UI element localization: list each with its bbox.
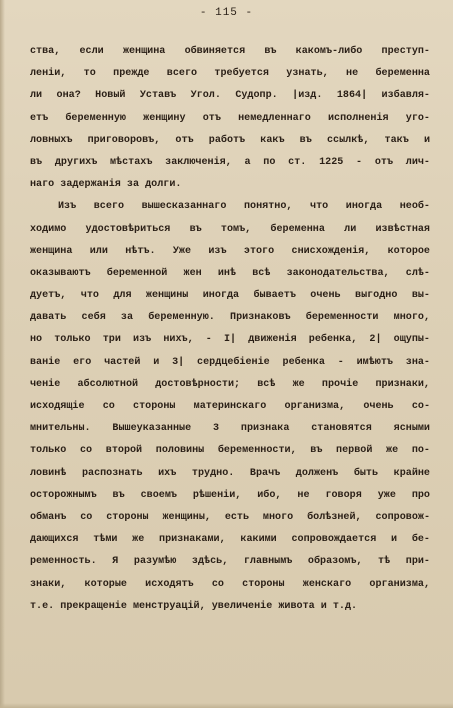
text-line: ловинѣ распознать ихъ трудно. Врачъ долженъ быть крайне: [30, 467, 430, 479]
text-line: въ другихъ мѣстахъ заключенія, а по ст. 1225 - отъ лич-: [30, 156, 430, 168]
text-line: но только три изъ нихъ, - I| движенія ребенка, 2| ощупы-: [30, 334, 430, 346]
text-line: ченіе абсолютной достовѣрности; всѣ же прочіе признаки,: [30, 378, 430, 390]
text-line: дающихся тѣми же признаками, какими сопровождается и бе-: [30, 534, 430, 546]
text-line: обманъ со стороны женщины, есть много болѣзней, сопровож-: [30, 511, 430, 523]
text-line: дуетъ, что для женщины иногда бываетъ очень выгодно вы-: [30, 290, 430, 302]
text-line: исходящіе со стороны материнскаго организма, очень со-: [30, 401, 430, 412]
text-line: оказываютъ беременной жен инѣ всѣ законодательства, слѣ-: [30, 267, 430, 279]
text-line: только со второй половины беременности, въ первой же по-: [30, 445, 430, 457]
text-line: ли она? Новый Уставъ Угол. Судопр. |изд. 1864| избавля-: [30, 90, 430, 102]
text-line: ходимо удостовѣриться въ томъ, беременна ли извѣстная: [30, 223, 430, 235]
text-line: ловныхъ приговоровъ, отъ работъ какъ въ ссылкѣ, такъ и: [30, 134, 430, 146]
page-edge-shadow: [0, 0, 5, 708]
text-line: мнительны. Вышеуказанные 3 признака становятся ясными: [30, 423, 430, 435]
text-line: ременность. Я разумѣю здѣсь, главнымъ образомъ, тѣ при-: [30, 556, 430, 568]
page-number: - 115 -: [199, 7, 254, 19]
text-line: знаки, которые исходятъ со стороны женскаго организма,: [30, 578, 430, 590]
text-line: леніи, то прежде всего требуется узнать, не беременна: [30, 68, 430, 80]
text-line: т.е. прекращеніе менструацій, увеличеніе живота и т.д.: [30, 600, 358, 612]
text-line: давать себя за беременную. Признаковъ беременности много,: [30, 312, 430, 324]
text-line: наго задержанія за долги.: [30, 179, 182, 191]
text-line: осторожнымъ въ своемъ рѣшеніи, ибо, не говоря уже про: [30, 489, 430, 501]
text-line: ства, если женщина обвиняется въ какомъ-либо преступ-: [30, 46, 430, 57]
text-line: етъ беременную женщину отъ немедленнаго исполненія уго-: [30, 112, 430, 124]
page-bottom-shadow: [0, 703, 453, 708]
text-line: женщина или нѣтъ. Уже изъ этого снисхожденія, которое: [30, 245, 430, 257]
paragraph-start-line: Изъ всего вышесказаннаго понятно, что иногда необ-: [58, 201, 430, 213]
text-line: ваніе его частей и 3| сердцебіеніе ребенка - имѣютъ зна-: [30, 356, 430, 368]
body-text: [30, 41, 430, 618]
